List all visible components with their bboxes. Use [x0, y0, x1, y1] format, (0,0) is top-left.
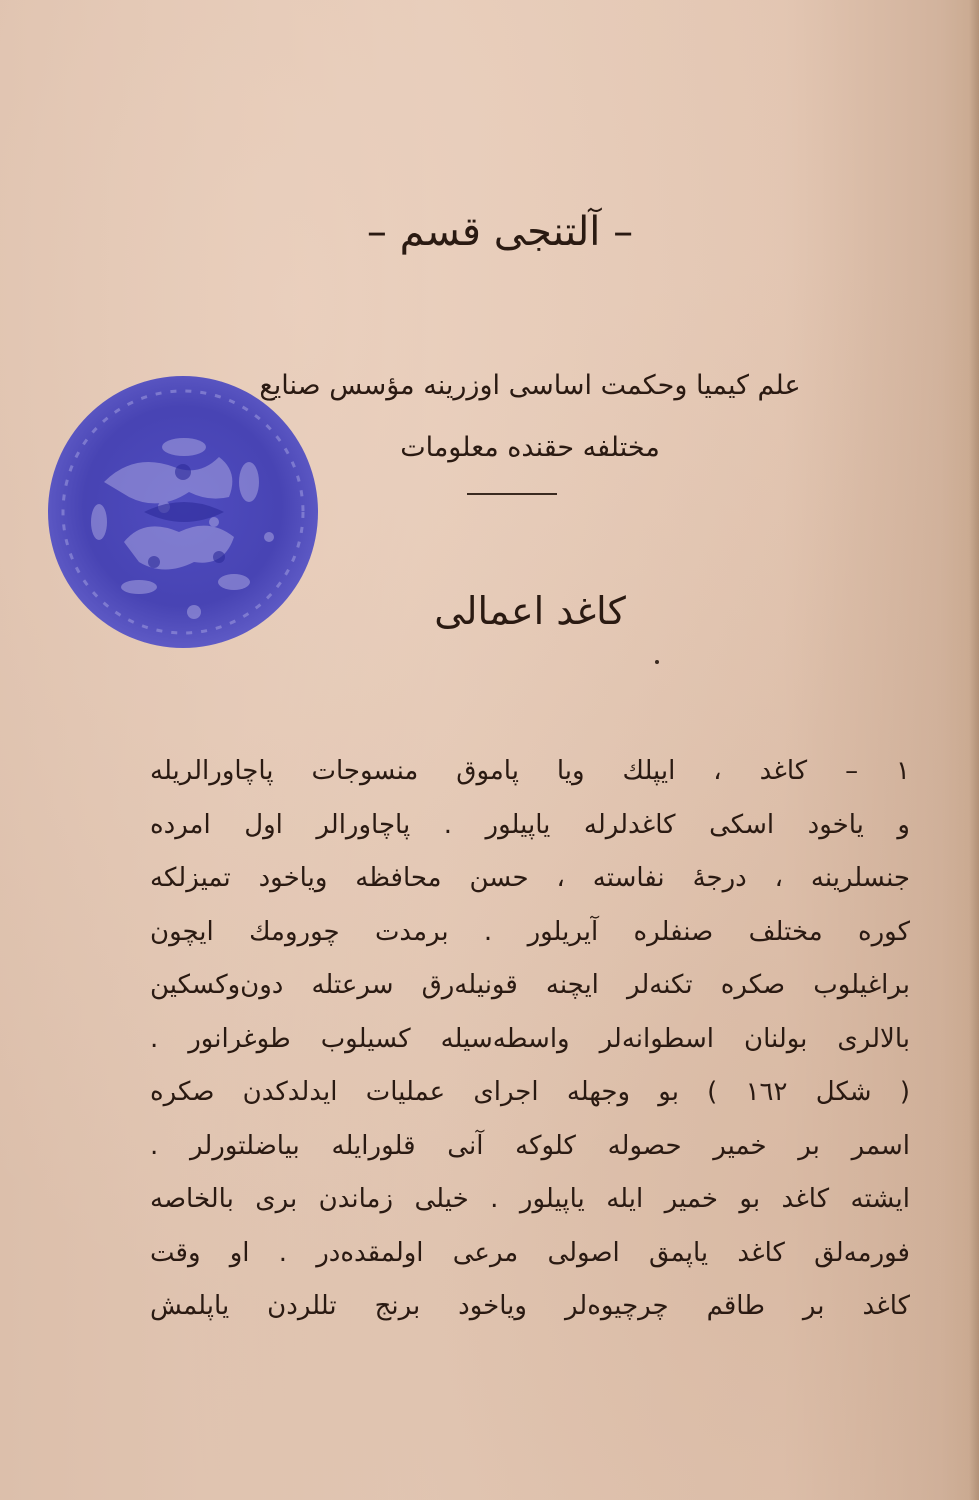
body-line-11: کاغد بر طاقم چرچیوه‌لر ویاخود برنج تللردن یاپلمش — [150, 1291, 910, 1321]
body-line-9: ایشته کاغد بو خمیر ایله یاپیلور . خیلی زماندن بری بالخاصه — [150, 1184, 910, 1214]
page-edge-shadow — [969, 0, 979, 1500]
body-paragraph — [150, 745, 910, 1334]
chapter-heading: کاغد اعمالی — [434, 589, 626, 633]
body-line-10: فورمه‌لق کاغد یاپمق اصولی مرعی اولمقده‌در . او وقت — [150, 1237, 910, 1268]
body-line-2: و یاخود اسکی کاغدلرله یاپیلور . پاچاورالر اول امرده — [150, 809, 910, 840]
divider-rule — [467, 493, 557, 495]
body-line-8: اسمر بر خمیر حصوله کلوکه آنی قلورایله بیاضلتورلر . — [150, 1130, 910, 1161]
subtitle-line-2: مختلفه حقنده معلومات — [400, 432, 660, 463]
body-line-3: جنسلرینه ، درجهٔ نفاسته ، حسن محافظه ویاخود تمیزلکه — [150, 863, 910, 893]
section-title: – آلتنجی قسم – — [366, 209, 634, 255]
seal-stamp-icon — [44, 372, 322, 652]
body-line-6: بالالری بولنان اسطوانه‌لر واسطه‌سیله کسیلوب طوغرانور . — [150, 1023, 910, 1054]
body-line-7: ( شکل ١٦٢ ) بو وجهله اجرای عملیات ایدلدکدن صکره — [150, 1077, 910, 1107]
body-line-5: براغیلوب صکره تکنه‌لر ایچنه قونیله‌رق سرعتله دون‌وکسکین — [150, 970, 910, 1000]
ink-dot — [655, 660, 659, 664]
body-line-4: کوره مختلف صنفلره آیریلور . برمدت چورومك ایچون — [150, 916, 910, 947]
subtitle-line-1: علم کیمیا وحکمت اساسی اوزرینه مؤسس صنایع — [259, 370, 801, 401]
body-line-1: ١ – کاغد ، ایپلك ویا پاموق منسوجات پاچاورالریله — [150, 756, 910, 786]
